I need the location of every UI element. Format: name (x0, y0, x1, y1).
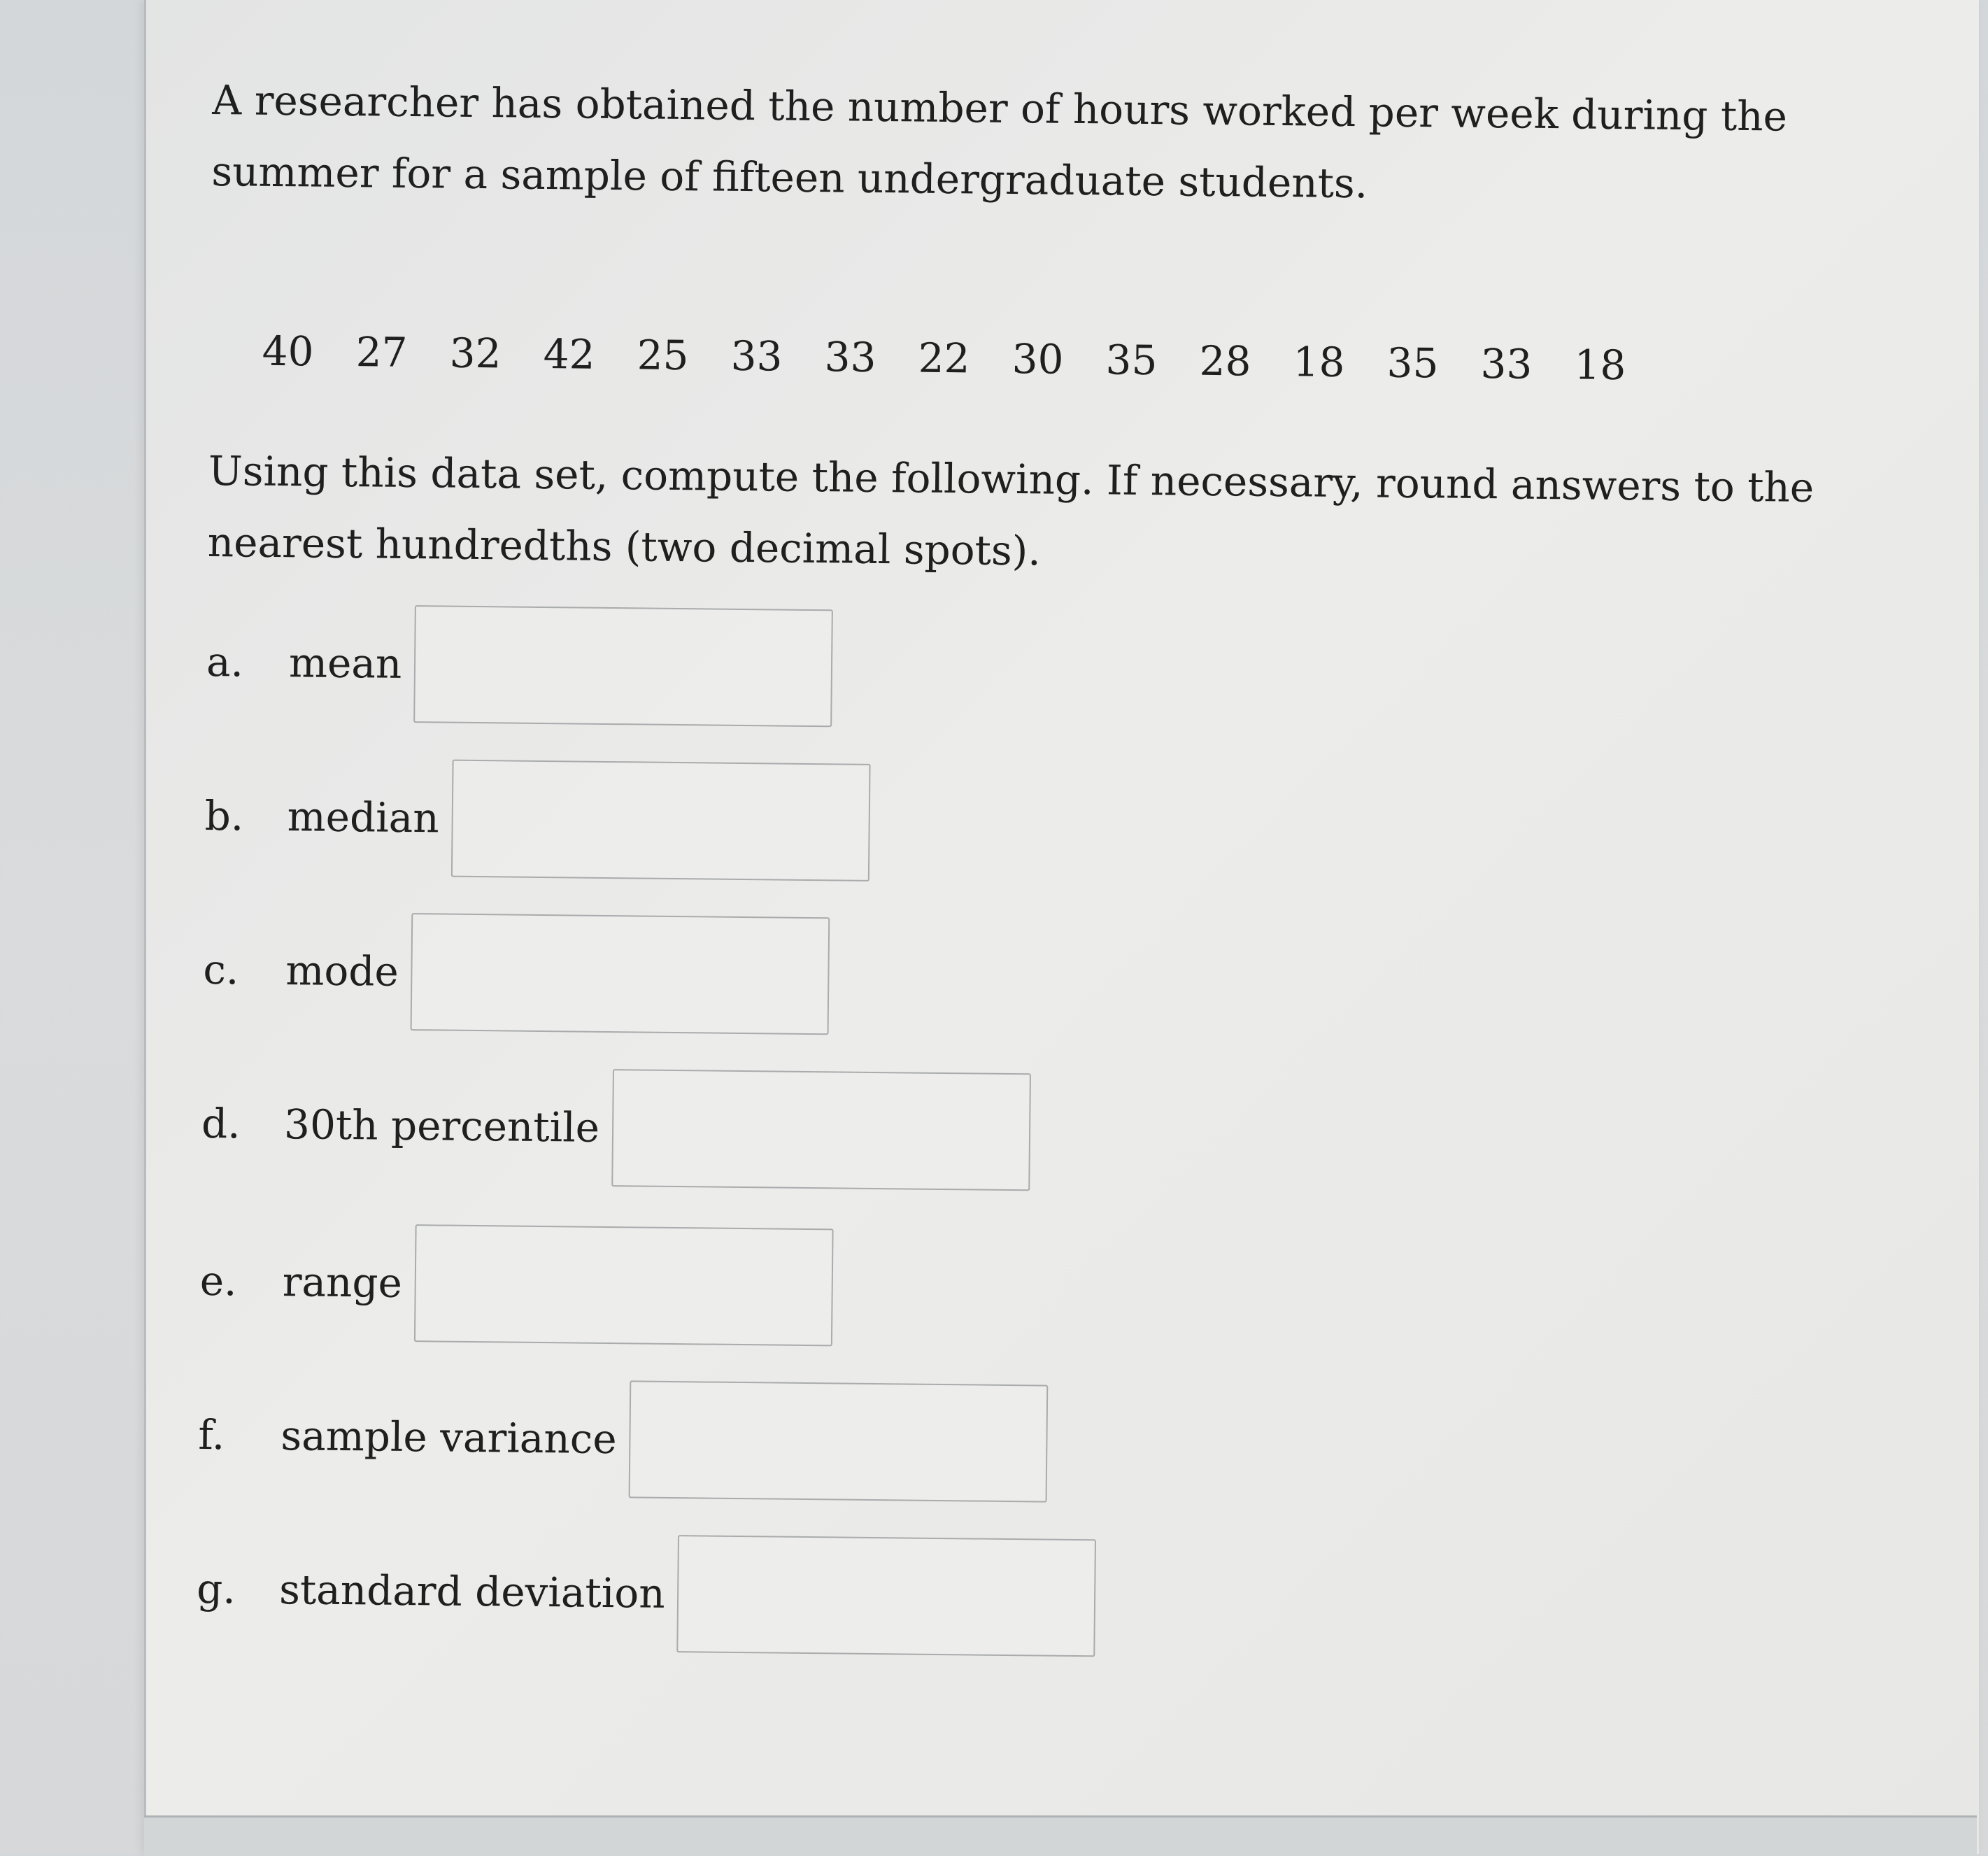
question-range (199, 1222, 834, 1346)
data-value: 35 (1105, 336, 1158, 385)
std-dev-answer-input[interactable] (677, 1535, 1097, 1657)
data-value: 33 (824, 333, 876, 381)
mode-answer-input[interactable] (411, 913, 830, 1035)
problem-intro: A researcher has obtained the number of hours worked per week during the summer for a sample of fifteen undergraduate students. (211, 76, 1788, 208)
question-label: median (287, 793, 440, 842)
range-answer-input[interactable] (414, 1224, 834, 1346)
question-letter: c. (203, 945, 239, 994)
mean-answer-input[interactable] (413, 605, 833, 727)
data-value: 35 (1386, 339, 1439, 388)
data-value: 18 (1574, 341, 1626, 390)
question-letter: a. (206, 637, 244, 686)
question-30th-percentile (201, 1065, 1031, 1191)
median-answer-input[interactable] (451, 760, 871, 881)
data-value: 27 (355, 328, 408, 376)
question-standard-deviation (196, 1530, 1096, 1657)
question-label: 30th percentile (283, 1100, 600, 1152)
question-letter: e. (199, 1256, 237, 1305)
data-value: 22 (918, 334, 970, 383)
worksheet-content (196, 64, 1926, 1617)
question-letter: f. (198, 1410, 225, 1459)
question-sample-variance (198, 1376, 1049, 1503)
page-bottom-edge (144, 1815, 1977, 1856)
question-median (204, 757, 871, 881)
data-value: 18 (1293, 338, 1345, 386)
question-label: mode (285, 947, 399, 996)
data-value: 25 (637, 331, 689, 380)
question-mode (203, 911, 830, 1035)
question-label: range (282, 1258, 403, 1307)
data-value: 42 (543, 330, 595, 378)
data-value: 32 (449, 329, 502, 378)
question-label: mean (288, 639, 402, 688)
data-value: 33 (1480, 340, 1533, 388)
question-label: sample variance (281, 1412, 617, 1464)
data-value: 40 (262, 327, 314, 376)
question-letter: b. (204, 791, 244, 840)
question-letter: d. (201, 1099, 241, 1148)
data-value: 28 (1199, 337, 1251, 385)
variance-answer-input[interactable] (629, 1380, 1049, 1502)
question-letter: g. (196, 1564, 236, 1613)
question-mean (206, 603, 833, 727)
percentile-answer-input[interactable] (611, 1069, 1031, 1191)
data-value: 33 (730, 332, 783, 381)
data-set (262, 327, 1668, 390)
data-value: 30 (1011, 334, 1064, 383)
worksheet-page (144, 0, 1979, 1854)
question-label: standard deviation (278, 1566, 665, 1617)
instructions-text: Using this data set, compute the following. If necessary, round answers to the nearest hundredths (two decimal spots). (207, 446, 1815, 575)
